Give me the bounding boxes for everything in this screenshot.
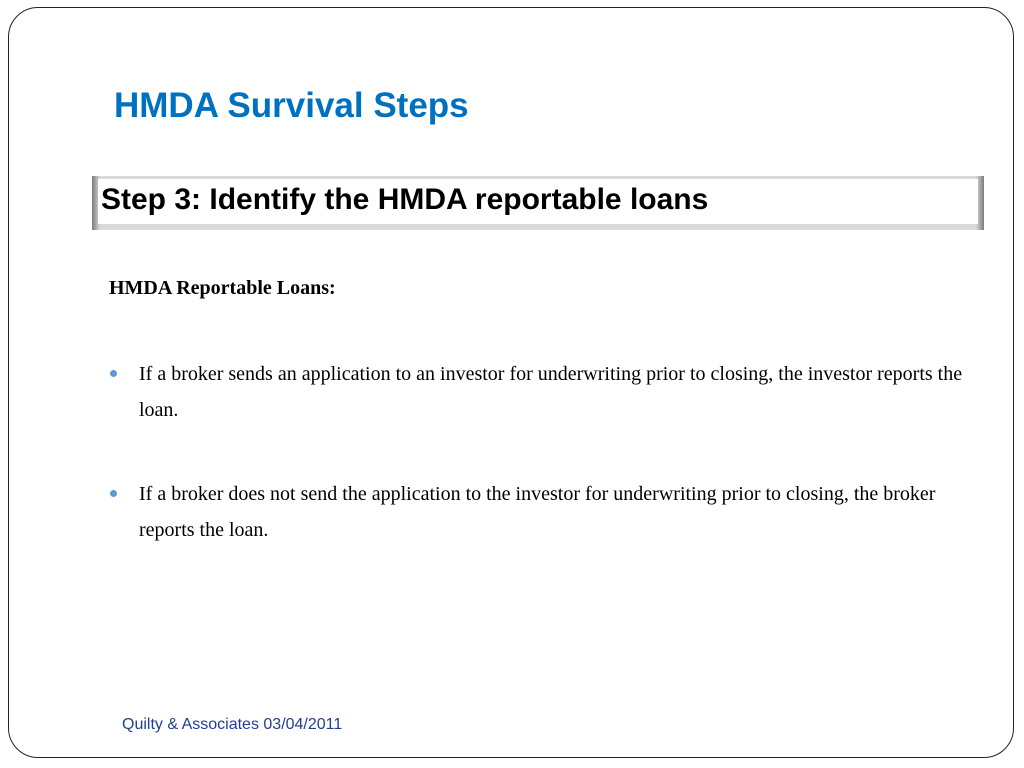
- step-heading: Step 3: Identify the HMDA reportable loans: [101, 183, 709, 216]
- slide-footer: Quilty & Associates 03/04/2011: [122, 716, 343, 733]
- bullet-text: If a broker sends an application to an investor for underwriting prior to closing, the investor reports the loan.: [139, 363, 963, 421]
- circle-bullet-icon: [110, 370, 117, 377]
- bullet-item: [109, 356, 969, 428]
- slide-frame: [8, 7, 1014, 758]
- slide-title: HMDA Survival Steps: [114, 86, 469, 125]
- circle-bullet-icon: [110, 490, 117, 497]
- section-subheading: HMDA Reportable Loans:: [109, 277, 336, 299]
- bullet-item: [109, 476, 969, 548]
- bullet-text: If a broker does not send the application to the investor for underwriting prior to closing, the broker reports the loan.: [139, 483, 936, 541]
- bullet-list: [109, 356, 969, 596]
- step-heading-box: [92, 176, 984, 230]
